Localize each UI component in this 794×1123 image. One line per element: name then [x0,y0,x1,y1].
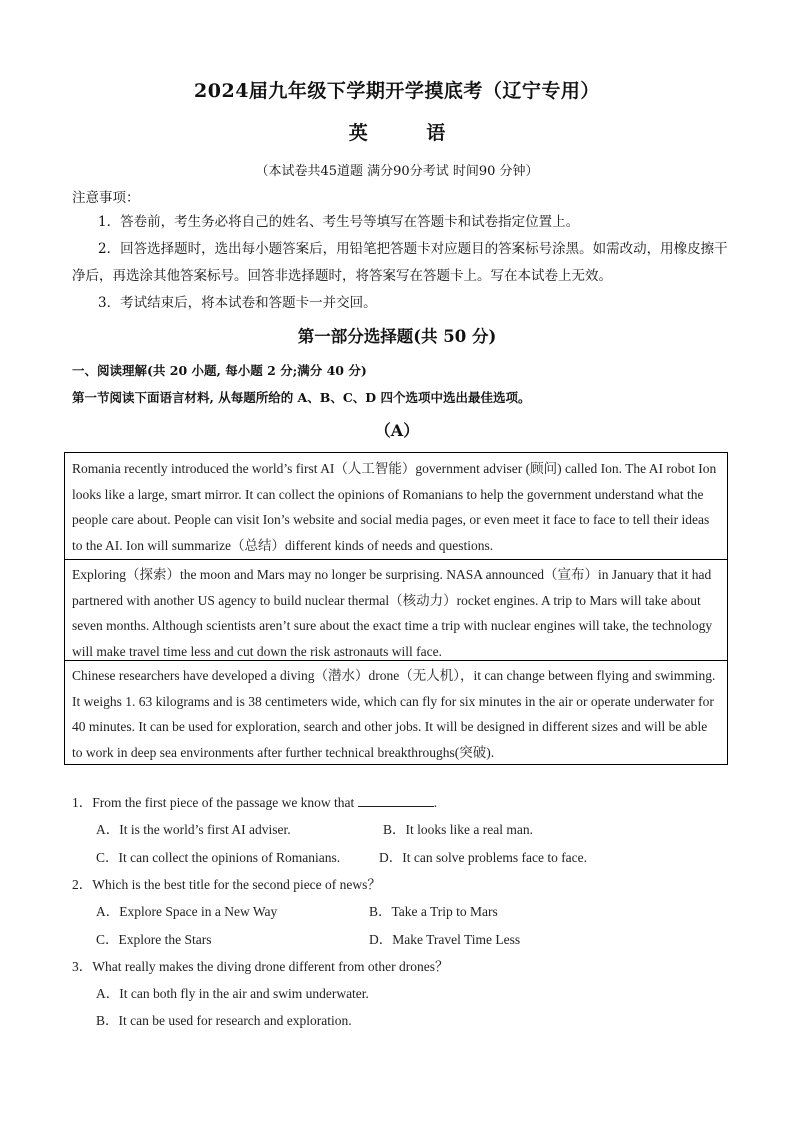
passage-label: （A） [374,421,420,440]
question-1-option-d[interactable]: D．It can solve problems face to face. [379,850,588,865]
question-3-option-a[interactable]: A．It can both fly in the air and swim underwater. [96,986,369,1001]
exam-title: 2024届九年级下学期开学摸底考（辽宁专用） [194,80,600,102]
question-1 [72,791,437,811]
question-3-option-b[interactable]: B．It can be used for research and exploration. [96,1013,352,1028]
subject-title: 英 语 [348,122,446,144]
question-2-stem: 2．Which is the best title for the second piece of news？ [72,877,381,892]
question-2-option-a[interactable]: A．Explore Space in a New Way [96,904,278,919]
answer-blank [358,794,434,807]
question-2-option-d[interactable]: D．Make Travel Time Less [369,932,521,947]
note-item-2: 2．回答选择题时，选出每小题答案后，用铅笔把答题卡对应题目的答案标号涂黑。如需改动，用橡皮擦干净后，再选涂其他答案标号。回答非选择题时，将答案写在答题卡上。写在本试卷上无效。 [72,241,728,284]
exam-info: （本试卷共45道题 满分90分考试 时间90 分钟） [255,164,539,179]
question-1-option-c[interactable]: C．It can collect the opinions of Romanians. [96,850,341,865]
question-2-option-b[interactable]: B．Take a Trip to Mars [369,904,498,919]
question-1-stem: 1．From the first piece of the passage we know that [72,795,355,810]
news-item-1: Romania recently introduced the world’s first AI（人工智能）government adviser (顾问) called Ion. The AI robot Ion looks like a large, smart mirror. It can collect the opinions of Romanians to help the government understand what the people care about. People can visit Ion’s website and social media pages, or even meet it face to face to tell their ideas to the AI. Ion will summarize（总结）different kinds of needs and questions. [64,452,728,560]
note-item-1: 1．答卷前，考生务必将自己的姓名、考生号等填写在答题卡和试卷指定位置上。 [98,214,580,230]
part-title: 第一部分选择题(共 50 分) [297,327,497,346]
note-item-3: 3．考试结束后，将本试卷和答题卡一并交回。 [98,295,377,311]
section-heading: 一、阅读理解(共 20 小题, 每小题 2 分;满分 40 分) [72,363,367,378]
notes-heading: 注意事项： [72,190,140,206]
news-item-3: Chinese researchers have developed a diving（潜水）drone（无人机），it can change between flying and swimming. It weighs 1. 63 kilograms and is 38 centimeters wide, which can fly for six minutes in the air or operate underwater for 40 minutes. It can be used for exploration, search and other jobs. It will be designed in different sizes and will be able to work in deep sea environments after further technical breakthroughs(突破). [64,660,728,765]
question-1-stem-end: . [433,795,438,810]
question-3-stem: 3．What really makes the diving drone different from other drones？ [72,959,449,974]
section-instruction: 第一节阅读下面语言材料, 从每题所给的 A、B、C、D 四个选项中选出最佳选项。 [72,390,531,405]
question-1-option-a[interactable]: A．It is the world’s first AI adviser. [96,822,291,837]
question-1-option-b[interactable]: B．It looks like a real man. [383,822,533,837]
news-item-2: Exploring（探索）the moon and Mars may no longer be surprising. NASA announced（宣布）in January that it had partnered with another US agency to build nuclear thermal（核动力）rocket engines. A trip to Mars will take about seven months. Although scientists aren’t sure about the exact time a trip with nuclear engines will take, the technology will make travel time less and cut down the risk astronauts will face. [64,559,728,661]
question-2-option-c[interactable]: C．Explore the Stars [96,932,212,947]
